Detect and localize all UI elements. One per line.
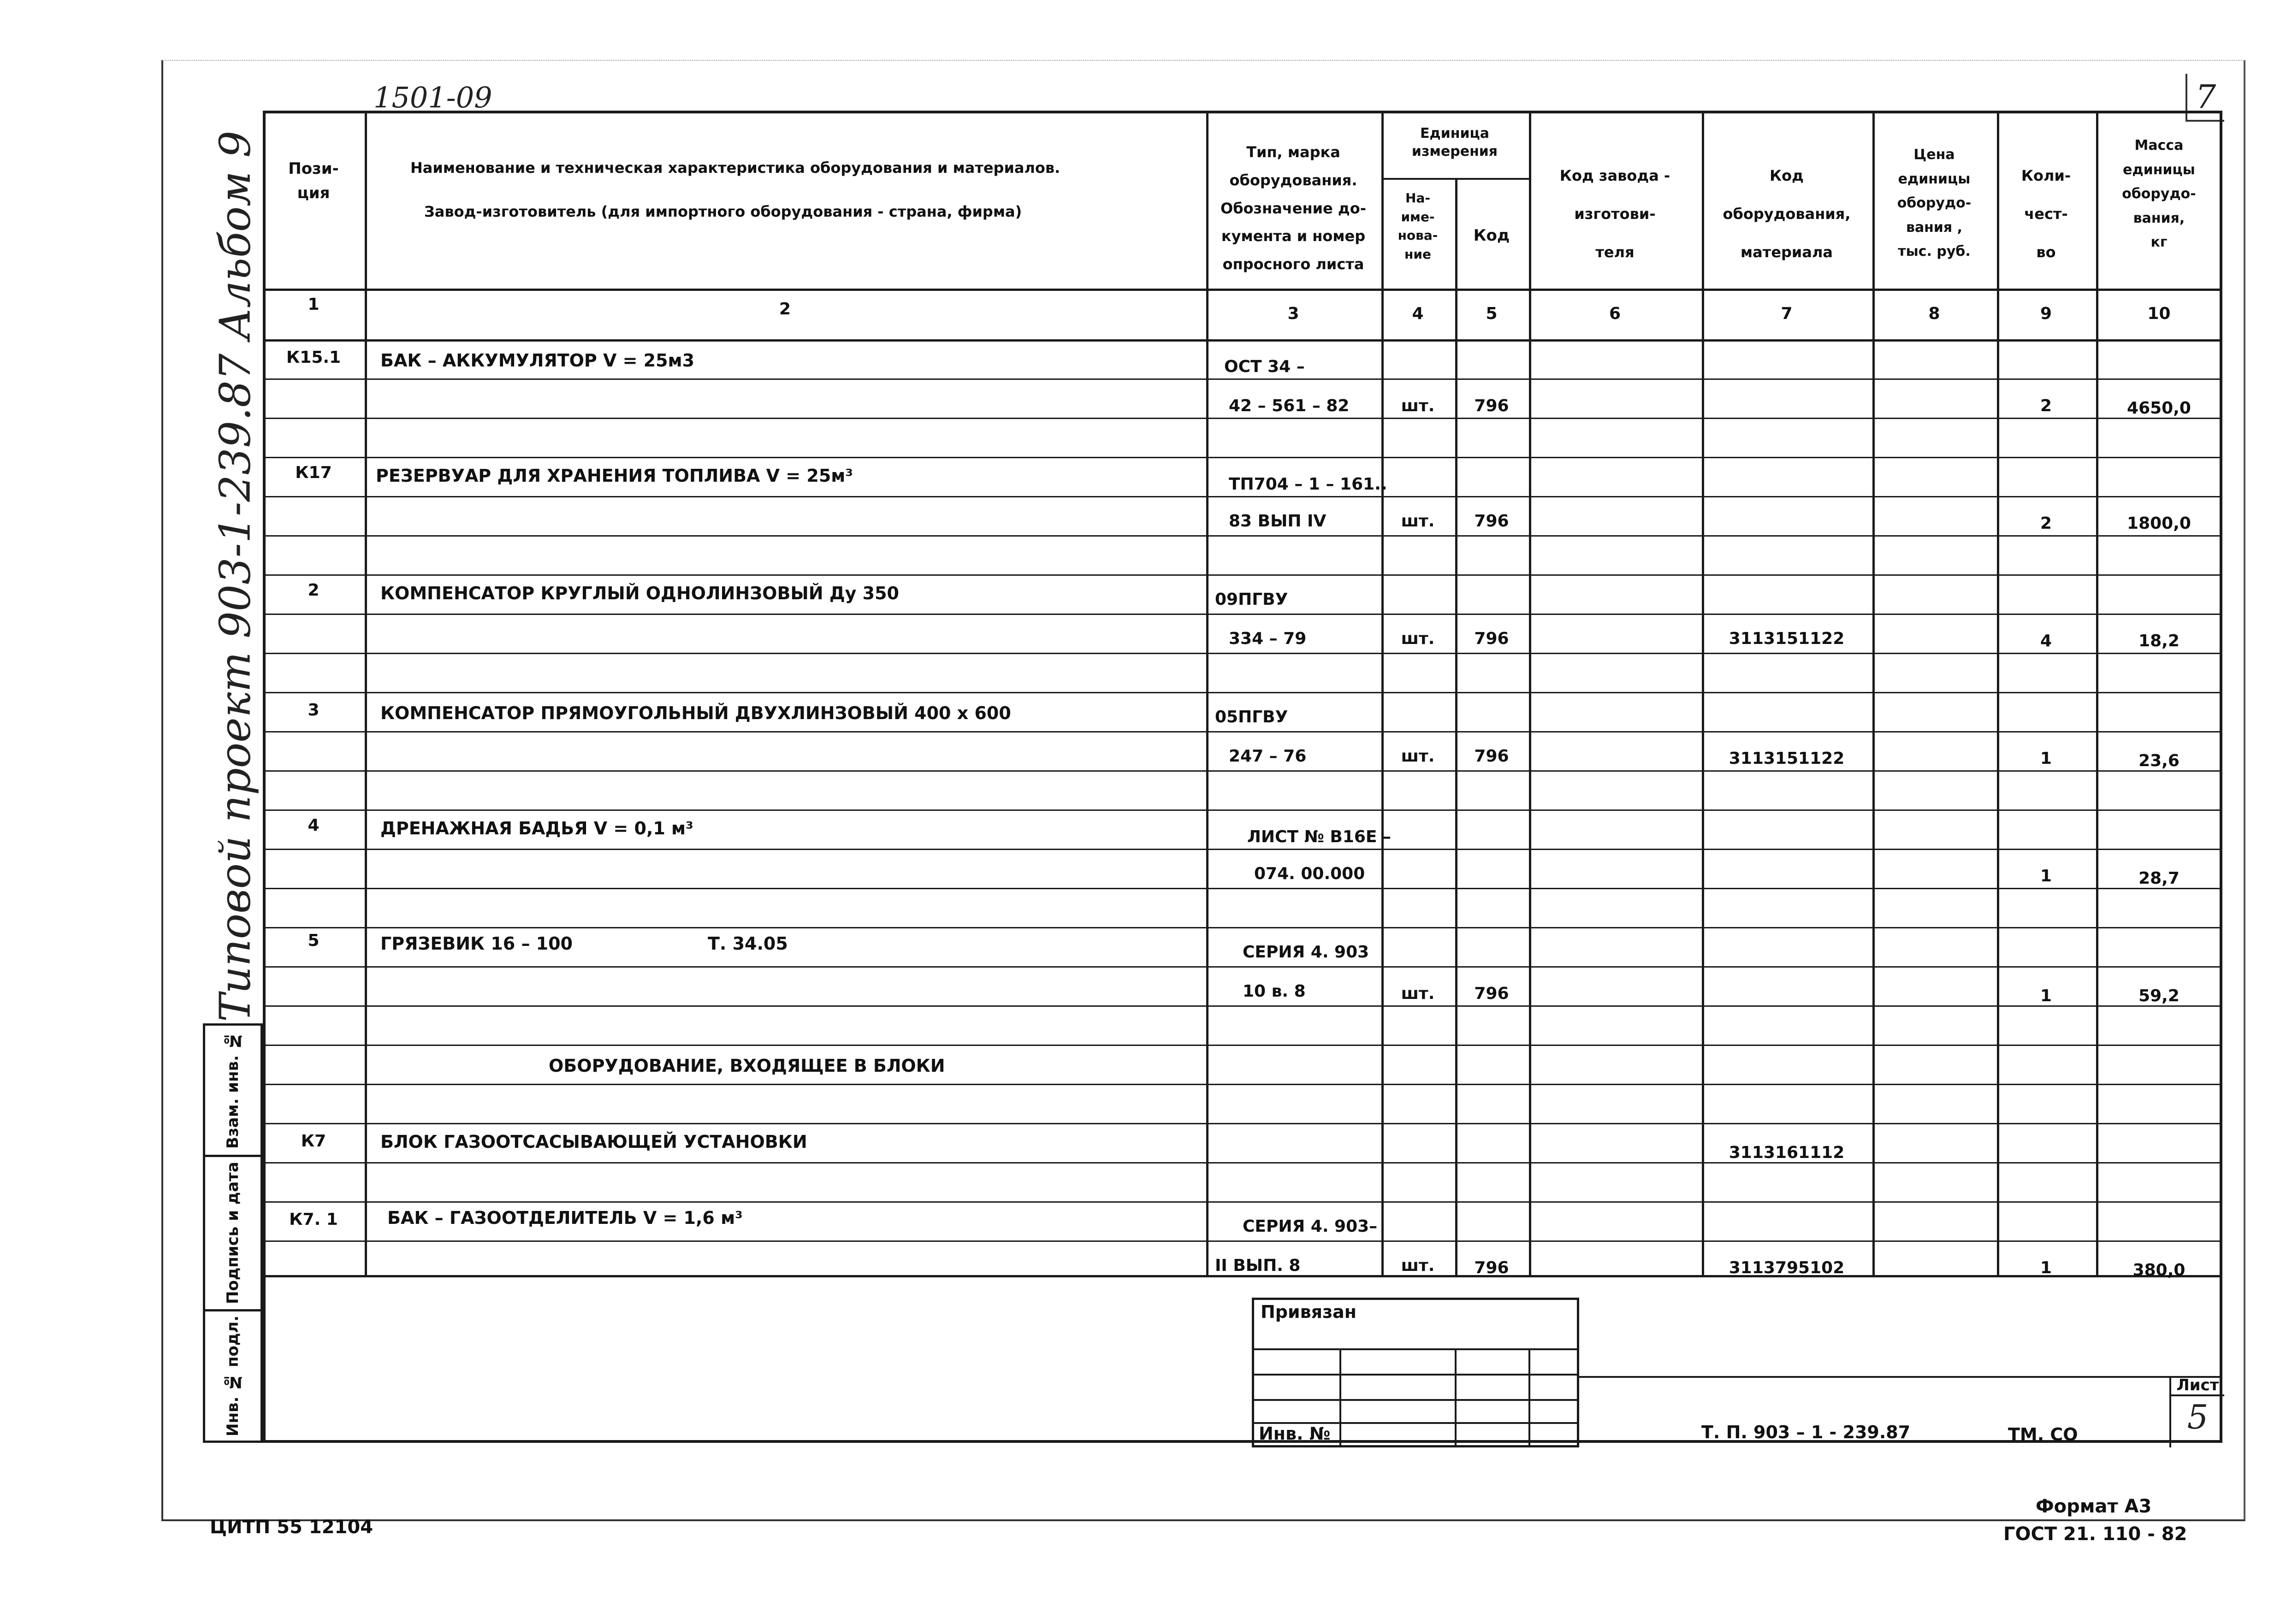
col-line: [1529, 113, 1531, 1275]
row-unit-code: 796: [1474, 512, 1509, 531]
header-mass: Масса единицы оборудо- вания, кг: [2122, 137, 2196, 250]
row-line: [266, 770, 2220, 772]
header-price: Цена единицы оборудо- вания , тыс. руб.: [1897, 147, 1972, 260]
row-type-line1: ОСТ 34 –: [1224, 357, 1305, 376]
header-equipment-code: Код оборудования, материала: [1723, 167, 1851, 261]
block-equipment-code: 3113161112: [1729, 1143, 1845, 1162]
header-quantity: Коли- чест- во: [2021, 167, 2071, 261]
row-line: [266, 731, 2220, 732]
row-line: [266, 809, 2220, 811]
row-equipment-code: 3113795102: [1729, 1258, 1845, 1277]
row-unit-code: 796: [1474, 396, 1509, 415]
stamp-privyazan-box: [1252, 1298, 1579, 1447]
row-unit-code: 796: [1474, 1258, 1509, 1277]
row-quantity: 1: [2040, 986, 2052, 1005]
header-bottom-line: [266, 289, 2220, 291]
stamp-inv-label: Инв. №: [1259, 1423, 1331, 1444]
row-type-line1: СЕРИЯ 4. 903–: [1243, 1217, 1378, 1236]
col-number-10: 10: [2147, 304, 2171, 323]
row-type-line2: 074. 00.000: [1254, 864, 1365, 883]
row-type-line2: 42 – 561 – 82: [1229, 396, 1350, 415]
page-mark-top: 7: [2195, 78, 2216, 116]
row-position: К7. 1: [289, 1210, 338, 1229]
row-quantity: 2: [2040, 396, 2052, 415]
row-line: [266, 966, 2220, 968]
col-number-3: 3: [1287, 304, 1299, 323]
row-position: К15.1: [286, 348, 341, 367]
row-name-extra: Т. 34.05: [708, 933, 788, 954]
row-unit-code: 796: [1474, 747, 1509, 766]
row-unit-code: 796: [1474, 629, 1509, 648]
row-line: [266, 1045, 2220, 1046]
row-mass: 380,0: [2132, 1261, 2185, 1280]
sidebar-box-original: [203, 1309, 263, 1443]
row-line: [266, 1201, 2220, 1203]
row-line: [266, 1084, 2220, 1085]
row-name: КОМПЕНСАТОР ПРЯМОУГОЛЬНЫЙ ДВУХЛИНЗОВЫЙ 400 х 600: [380, 703, 1011, 723]
col-number-4: 4: [1412, 304, 1424, 323]
row-line: [266, 849, 2220, 850]
header-type: Тип, марка оборудования. Обозначение до- кумента и номер опросного листа: [1220, 143, 1366, 273]
header-unit-name: На- име- нова- ние: [1398, 190, 1438, 262]
row-mass: 4650,0: [2127, 399, 2191, 418]
footer-format: Формат А3: [2036, 1496, 2152, 1517]
sidebar-replace-label: Взам. инв. №: [224, 1031, 242, 1149]
row-line: [266, 927, 2220, 928]
row-quantity: 1: [2040, 1258, 2052, 1277]
row-name: КОМПЕНСАТОР КРУГЛЫЙ ОДНОЛИНЗОВЫЙ Ду 350: [380, 583, 899, 603]
col-number-7: 7: [1781, 304, 1793, 323]
row-unit: шт.: [1401, 512, 1435, 531]
col-line: [1702, 113, 1704, 1275]
col-number-6: 6: [1609, 304, 1621, 323]
stamp-vline: [1455, 1348, 1457, 1445]
row-type-line2: 334 – 79: [1229, 629, 1307, 648]
row-line: [266, 535, 2220, 537]
stamp-sheet-box: [2169, 1376, 2224, 1447]
col-number-9: 9: [2040, 304, 2052, 323]
sidebar-signature-label: Подпись и дата: [224, 1162, 242, 1305]
stamp-sheet-number: 5: [2187, 1398, 2209, 1436]
stamp-vline: [1339, 1348, 1341, 1445]
col-line: [2096, 113, 2098, 1275]
col-number-5: 5: [1486, 304, 1498, 323]
table-body-bottom: [266, 1275, 2220, 1277]
footer-gost: ГОСТ 21. 110 - 82: [2003, 1524, 2187, 1545]
row-line: [266, 418, 2220, 419]
row-quantity: 1: [2040, 749, 2052, 768]
row-mass: 59,2: [2138, 986, 2179, 1005]
row-name: РЕЗЕРВУАР ДЛЯ ХРАНЕНИЯ ТОПЛИВА V = 25м³: [376, 466, 853, 486]
doc-ref-top: 1501-09: [373, 81, 492, 114]
row-equipment-code: 3113151122: [1729, 629, 1845, 648]
row-type-line1: ЛИСТ № В16Е –: [1247, 827, 1392, 846]
col-line: [1997, 113, 1999, 1275]
row-name: БАК – АККУМУЛЯТОР V = 25м3: [380, 350, 695, 371]
row-line: [266, 457, 2220, 458]
sidebar-box-signature: [203, 1155, 263, 1311]
row-line: [266, 1123, 2220, 1124]
section-title: ОБОРУДОВАНИЕ, ВХОДЯЩЕЕ В БЛОКИ: [549, 1056, 945, 1076]
col-number-8: 8: [1928, 304, 1940, 323]
sidebar-box-replace: [203, 1023, 263, 1157]
col-line: [1872, 113, 1875, 1275]
row-line: [266, 1162, 2220, 1163]
row-mass: 1800,0: [2127, 514, 2191, 533]
col-line: [1381, 113, 1384, 1275]
col-line: [1206, 113, 1208, 1275]
row-line: [266, 614, 2220, 615]
header-name-line1: Наименование и техническая характеристика оборудования и материалов.: [410, 159, 1060, 177]
row-position: К17: [295, 463, 332, 482]
colnum-bottom-line: [266, 339, 2220, 342]
col-line: [1455, 178, 1457, 1275]
row-line: [266, 692, 2220, 693]
row-unit-code: 796: [1474, 984, 1509, 1003]
row-mass: 28,7: [2138, 869, 2179, 888]
stamp-doc-code: Т. П. 903 – 1 - 239.87: [1701, 1422, 1911, 1442]
row-line: [266, 653, 2220, 654]
row-position: 5: [308, 931, 320, 950]
row-type-line1: СЕРИЯ 4. 903: [1243, 943, 1369, 962]
row-line: [266, 1240, 2220, 1242]
row-unit: шт.: [1401, 629, 1435, 648]
block-name: БЛОК ГАЗООТСАСЫВАЮЩЕЙ УСТАНОВКИ: [380, 1132, 807, 1152]
row-type-line2: 83 ВЫП IV: [1229, 512, 1327, 531]
row-line: [266, 378, 2220, 380]
row-name: БАК – ГАЗООТДЕЛИТЕЛЬ V = 1,6 м³: [387, 1208, 743, 1228]
row-line: [266, 496, 2220, 497]
row-name: ДРЕНАЖНАЯ БАДЬЯ V = 0,1 м³: [380, 818, 693, 839]
row-quantity: 1: [2040, 867, 2052, 886]
row-position: 2: [308, 581, 320, 600]
row-type-line1: 09ПГВУ: [1215, 590, 1288, 609]
col-number-2: 2: [779, 300, 791, 319]
row-position: 4: [308, 816, 320, 835]
row-equipment-code: 3113151122: [1729, 749, 1845, 768]
col-line: [365, 113, 367, 1275]
header-unit-group: Единица измерения: [1411, 125, 1498, 159]
row-line: [266, 574, 2220, 576]
row-type-line1: ТП704 – 1 – 161..: [1229, 475, 1387, 494]
row-unit: шт.: [1401, 1256, 1435, 1275]
row-line: [266, 1005, 2220, 1007]
footer-left-code: ЦИТП 55 12104: [210, 1517, 373, 1538]
row-quantity: 2: [2040, 514, 2052, 533]
header-name-line2: Завод-изготовитель (для импортного оборудования - страна, фирма): [424, 203, 1022, 220]
header-unit-code: Код: [1473, 226, 1510, 245]
row-type-line2: II ВЫП. 8: [1215, 1256, 1301, 1275]
header-plant-code: Код завода - изготови- теля: [1559, 167, 1670, 261]
row-unit: шт.: [1401, 396, 1435, 415]
row-name: ГРЯЗЕВИК 16 – 100: [380, 933, 573, 954]
stamp-sheet-label: Лист: [2171, 1376, 2224, 1396]
side-handwriting: Типовой проект 903-1-239.87 Альбом 9: [210, 130, 260, 1022]
row-quantity: 4: [2040, 632, 2052, 650]
row-mass: 18,2: [2138, 632, 2179, 650]
sidebar-original-label: Инв. № подл.: [224, 1315, 242, 1437]
unit-group-line: [1381, 178, 1529, 180]
block-position: К7: [301, 1132, 326, 1151]
stamp-vline: [1528, 1348, 1530, 1445]
header-position: Пози- ция: [288, 159, 339, 202]
row-position: 3: [308, 701, 320, 720]
row-type-line2: 10 в. 8: [1243, 982, 1306, 1001]
row-unit: шт.: [1401, 747, 1435, 766]
row-type-line2: 247 – 76: [1229, 747, 1307, 766]
row-unit: шт.: [1401, 984, 1435, 1003]
row-mass: 23,6: [2138, 751, 2179, 770]
stamp-tm: ТМ. СО: [2008, 1424, 2078, 1445]
row-line: [266, 888, 2220, 889]
stamp-privyazan-label: Привязан: [1261, 1302, 1357, 1322]
row-type-line1: 05ПГВУ: [1215, 708, 1288, 726]
col-number-1: 1: [308, 295, 320, 314]
stamp-title-line: [1579, 1376, 2222, 1378]
